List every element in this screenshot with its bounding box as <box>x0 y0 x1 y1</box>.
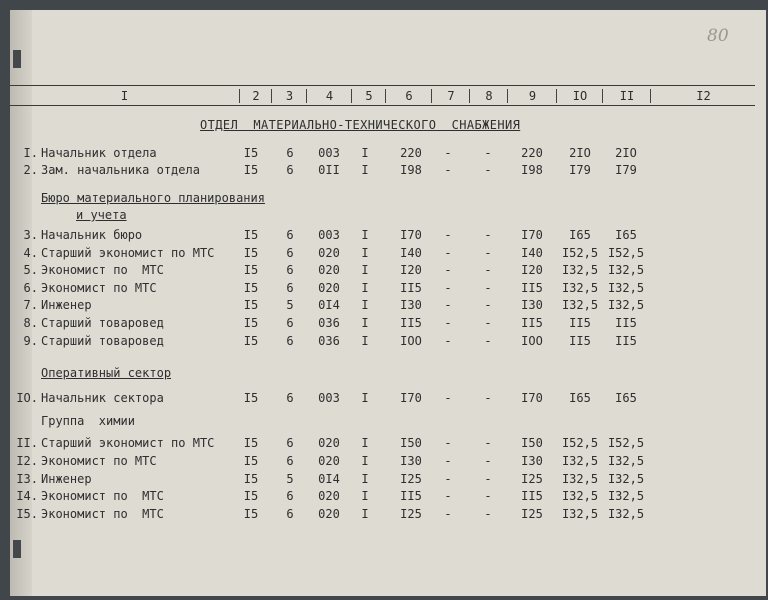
cell-c10: I32,5 <box>561 489 599 503</box>
cell-c6: I98 <box>400 163 422 177</box>
cell-c2: I5 <box>243 298 259 312</box>
cell-c5: I <box>361 507 369 521</box>
cell-c7: - <box>444 507 452 521</box>
cell-c6: 220 <box>400 146 422 160</box>
cell-c6: I50 <box>400 436 422 450</box>
table-row <box>10 507 755 523</box>
cell-c9: II5 <box>521 316 543 330</box>
cell-c3: 6 <box>286 454 294 468</box>
table-row <box>10 228 755 244</box>
cell-c2: I5 <box>243 472 259 486</box>
cell-c2: I5 <box>243 391 259 405</box>
row-number: I3. <box>16 472 38 486</box>
cell-c9: II5 <box>521 489 543 503</box>
position-name: Старший экономист по МТС <box>41 246 215 260</box>
section-title: ОТДЕЛ МАТЕРИАЛЬНО-ТЕХНИЧЕСКОГО СНАБЖЕНИЯ <box>200 118 521 132</box>
cell-c3: 5 <box>286 472 294 486</box>
cell-c11: 2IO <box>615 146 637 160</box>
cell-c10: I52,5 <box>561 436 599 450</box>
cell-c3: 6 <box>286 263 294 277</box>
cell-c6: I40 <box>400 246 422 260</box>
row-number: II. <box>16 436 38 450</box>
position-name: Экономист по МТС <box>41 489 164 503</box>
cell-c11: II5 <box>615 334 637 348</box>
cell-c6: I20 <box>400 263 422 277</box>
cell-c4: 036 <box>318 316 340 330</box>
cell-c9: I25 <box>521 472 543 486</box>
row-number: I4. <box>16 489 38 503</box>
cell-c4: 020 <box>318 454 340 468</box>
cell-c8: - <box>484 263 492 277</box>
cell-c11: I65 <box>615 228 637 242</box>
table-row <box>10 146 755 162</box>
cell-c3: 6 <box>286 391 294 405</box>
cell-c3: 5 <box>286 298 294 312</box>
cell-c11: II5 <box>615 316 637 330</box>
header-cell-6: 6 <box>385 89 432 103</box>
cell-c6: I30 <box>400 298 422 312</box>
cell-c10: I32,5 <box>561 281 599 295</box>
cell-c5: I <box>361 334 369 348</box>
cell-c3: 6 <box>286 146 294 160</box>
header-cell-2: 2 <box>239 89 272 103</box>
header-cell-5: 5 <box>351 89 386 103</box>
cell-c3: 6 <box>286 163 294 177</box>
cell-c8: - <box>484 489 492 503</box>
position-name: Старший экономист по МТС <box>41 436 215 450</box>
cell-c9: 220 <box>521 146 543 160</box>
table-row <box>10 316 755 332</box>
cell-c7: - <box>444 298 452 312</box>
cell-c7: - <box>444 489 452 503</box>
cell-c9: I98 <box>521 163 543 177</box>
cell-c7: - <box>444 454 452 468</box>
cell-c11: I52,5 <box>607 246 645 260</box>
cell-c11: I79 <box>615 163 637 177</box>
row-number: 3. <box>23 228 38 242</box>
cell-c7: - <box>444 436 452 450</box>
cell-c7: - <box>444 472 452 486</box>
position-name: Начальник бюро <box>41 228 143 242</box>
table-row <box>10 298 755 314</box>
position-name: Экономист по МТС <box>41 507 164 521</box>
cell-c2: I5 <box>243 263 259 277</box>
cell-c11: I32,5 <box>607 281 645 295</box>
position-name: Старший товаровед <box>41 316 164 330</box>
cell-c3: 6 <box>286 246 294 260</box>
cell-c11: I32,5 <box>607 298 645 312</box>
cell-c4: 020 <box>318 281 340 295</box>
row-number: I2. <box>16 454 38 468</box>
cell-c10: I79 <box>569 163 591 177</box>
header-cell-3: 3 <box>271 89 307 103</box>
row-number: 5. <box>23 263 38 277</box>
cell-c4: 020 <box>318 263 340 277</box>
row-number: 6. <box>23 281 38 295</box>
cell-c10: I65 <box>569 391 591 405</box>
cell-c7: - <box>444 163 452 177</box>
cell-c9: I50 <box>521 436 543 450</box>
cell-c6: I70 <box>400 391 422 405</box>
table-row <box>10 489 755 505</box>
cell-c11: I32,5 <box>607 472 645 486</box>
cell-c7: - <box>444 391 452 405</box>
document-page <box>10 10 766 596</box>
cell-c7: - <box>444 334 452 348</box>
cell-c6: II5 <box>400 489 422 503</box>
cell-c10: II5 <box>569 334 591 348</box>
table-row <box>10 391 755 407</box>
row-number: I5. <box>16 507 38 521</box>
cell-c9: I70 <box>521 228 543 242</box>
cell-c8: - <box>484 436 492 450</box>
cell-c7: - <box>444 228 452 242</box>
table-row <box>10 436 755 452</box>
cell-c7: - <box>444 246 452 260</box>
cell-c2: I5 <box>243 507 259 521</box>
row-number: 9. <box>23 334 38 348</box>
cell-c2: I5 <box>243 436 259 450</box>
cell-c4: 0I4 <box>318 472 340 486</box>
cell-c4: 020 <box>318 436 340 450</box>
cell-c8: - <box>484 163 492 177</box>
header-cell-8: 8 <box>469 89 508 103</box>
cell-c10: I32,5 <box>561 263 599 277</box>
position-name: Экономист по МТС <box>41 263 164 277</box>
cell-c5: I <box>361 489 369 503</box>
binding-hole <box>13 540 21 558</box>
cell-c6: I30 <box>400 454 422 468</box>
cell-c11: I32,5 <box>607 507 645 521</box>
cell-c10: II5 <box>569 316 591 330</box>
cell-c3: 6 <box>286 316 294 330</box>
row-number: 8. <box>23 316 38 330</box>
table-row <box>10 281 755 297</box>
page-number: 80 <box>707 26 729 46</box>
cell-c10: I52,5 <box>561 246 599 260</box>
cell-c4: 020 <box>318 246 340 260</box>
cell-c2: I5 <box>243 228 259 242</box>
cell-c8: - <box>484 281 492 295</box>
cell-c5: I <box>361 472 369 486</box>
cell-c4: 036 <box>318 334 340 348</box>
cell-c10: I32,5 <box>561 454 599 468</box>
position-name: Старший товаровед <box>41 334 164 348</box>
position-name: Экономист по МТС <box>41 454 157 468</box>
table-header-row <box>10 89 755 103</box>
cell-c2: I5 <box>243 146 259 160</box>
cell-c4: 0I4 <box>318 298 340 312</box>
position-name: Экономист по МТС <box>41 281 157 295</box>
cell-c10: I32,5 <box>561 507 599 521</box>
header-rule-bottom <box>10 105 755 106</box>
header-cell-4: 4 <box>306 89 352 103</box>
cell-c5: I <box>361 163 369 177</box>
cell-c8: - <box>484 146 492 160</box>
cell-c4: 003 <box>318 391 340 405</box>
table-row <box>10 472 755 488</box>
cell-c2: I5 <box>243 334 259 348</box>
cell-c2: I5 <box>243 316 259 330</box>
cell-c5: I <box>361 391 369 405</box>
table-row <box>10 163 755 179</box>
cell-c5: I <box>361 228 369 242</box>
header-cell-7: 7 <box>431 89 470 103</box>
cell-c5: I <box>361 146 369 160</box>
cell-c4: 003 <box>318 146 340 160</box>
header-cell-i: I <box>120 89 129 103</box>
position-name: Инженер <box>41 298 92 312</box>
header-rule-top <box>10 85 755 86</box>
table-row <box>10 334 755 350</box>
header-cell-i2: I2 <box>650 89 756 103</box>
cell-c3: 6 <box>286 334 294 348</box>
cell-c4: 003 <box>318 228 340 242</box>
header-cell-io: IO <box>556 89 603 103</box>
cell-c11: I32,5 <box>607 454 645 468</box>
cell-c3: 6 <box>286 281 294 295</box>
cell-c10: I32,5 <box>561 472 599 486</box>
cell-c8: - <box>484 454 492 468</box>
row-number: I. <box>23 146 38 160</box>
cell-c7: - <box>444 263 452 277</box>
cell-c9: I25 <box>521 507 543 521</box>
cell-c9: I20 <box>521 263 543 277</box>
cell-c6: I25 <box>400 507 422 521</box>
position-name: Зам. начальника отдела <box>41 163 200 177</box>
row-number: 4. <box>23 246 38 260</box>
cell-c6: II5 <box>400 316 422 330</box>
cell-c9: I30 <box>521 454 543 468</box>
cell-c7: - <box>444 146 452 160</box>
cell-c3: 6 <box>286 228 294 242</box>
table-row <box>10 246 755 262</box>
cell-c6: II5 <box>400 281 422 295</box>
cell-c6: I25 <box>400 472 422 486</box>
cell-c11: I32,5 <box>607 489 645 503</box>
cell-c10: I32,5 <box>561 298 599 312</box>
cell-c8: - <box>484 334 492 348</box>
cell-c5: I <box>361 263 369 277</box>
cell-c8: - <box>484 472 492 486</box>
group-title: и учета <box>76 208 127 222</box>
binding-hole <box>13 50 21 68</box>
table-row <box>10 454 755 470</box>
cell-c2: I5 <box>243 246 259 260</box>
cell-c5: I <box>361 454 369 468</box>
cell-c2: I5 <box>243 163 259 177</box>
cell-c3: 6 <box>286 436 294 450</box>
cell-c2: I5 <box>243 489 259 503</box>
cell-c11: I32,5 <box>607 263 645 277</box>
cell-c4: 0II <box>318 163 340 177</box>
row-number: IO. <box>16 391 38 405</box>
cell-c5: I <box>361 298 369 312</box>
cell-c4: 020 <box>318 507 340 521</box>
position-name: Начальник отдела <box>41 146 157 160</box>
cell-c8: - <box>484 298 492 312</box>
header-cell-ii: II <box>602 89 651 103</box>
cell-c5: I <box>361 316 369 330</box>
cell-c11: I65 <box>615 391 637 405</box>
cell-c8: - <box>484 228 492 242</box>
cell-c5: I <box>361 436 369 450</box>
cell-c10: I65 <box>569 228 591 242</box>
cell-c8: - <box>484 316 492 330</box>
header-cell-9: 9 <box>507 89 557 103</box>
cell-c2: I5 <box>243 281 259 295</box>
cell-c9: I30 <box>521 298 543 312</box>
cell-c5: I <box>361 281 369 295</box>
group-title: Бюро материального планирования <box>41 191 265 205</box>
cell-c3: 6 <box>286 507 294 521</box>
cell-c5: I <box>361 246 369 260</box>
cell-c3: 6 <box>286 489 294 503</box>
cell-c11: I52,5 <box>607 436 645 450</box>
group-title: Оперативный сектор <box>41 366 172 380</box>
position-name: Инженер <box>41 472 92 486</box>
cell-c7: - <box>444 281 452 295</box>
table-row <box>10 263 755 279</box>
cell-c8: - <box>484 391 492 405</box>
position-name: Начальник сектора <box>41 391 164 405</box>
group-title: Группа химии <box>41 414 135 428</box>
cell-c9: I40 <box>521 246 543 260</box>
cell-c6: I70 <box>400 228 422 242</box>
cell-c6: IOO <box>400 334 422 348</box>
row-number: 7. <box>23 298 38 312</box>
cell-c8: - <box>484 246 492 260</box>
cell-c9: II5 <box>521 281 543 295</box>
cell-c4: 020 <box>318 489 340 503</box>
cell-c9: I70 <box>521 391 543 405</box>
cell-c10: 2IO <box>569 146 591 160</box>
cell-c7: - <box>444 316 452 330</box>
cell-c2: I5 <box>243 454 259 468</box>
row-number: 2. <box>23 163 38 177</box>
cell-c8: - <box>484 507 492 521</box>
cell-c9: IOO <box>521 334 543 348</box>
